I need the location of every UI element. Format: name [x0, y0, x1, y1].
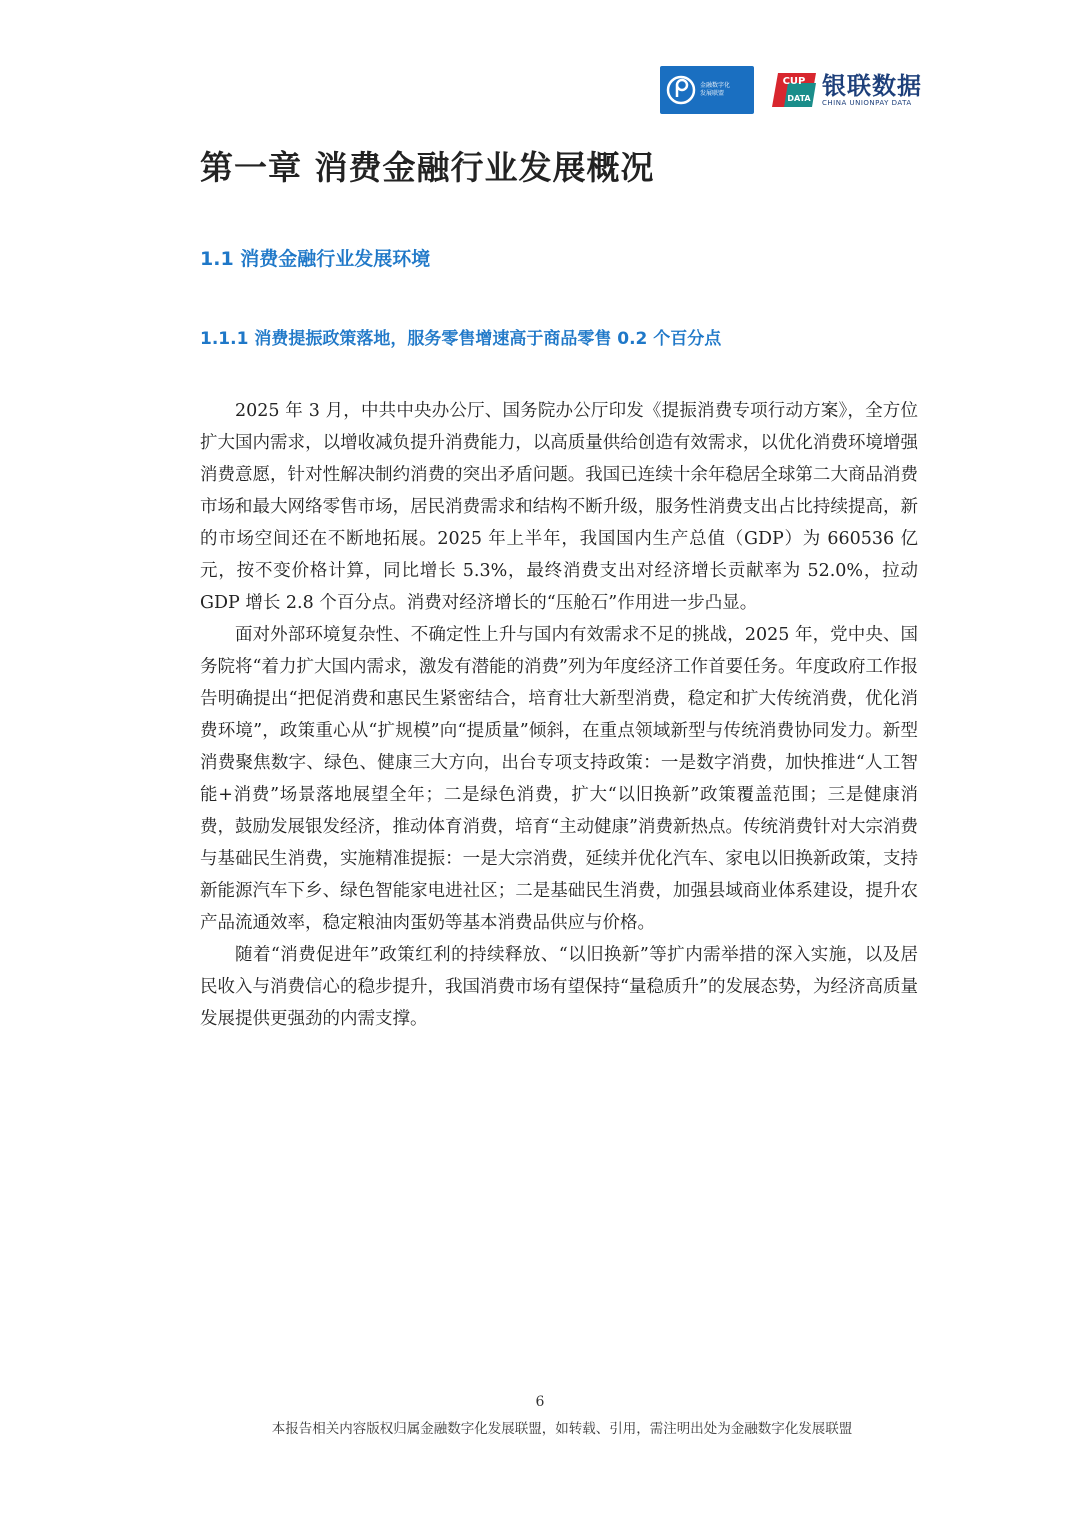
- cup-badge-bottom-text: DATA: [787, 94, 811, 103]
- unionpay-data-name-cn: 银联数据: [822, 71, 922, 100]
- alliance-logo-line2: 发展联盟: [700, 90, 725, 97]
- cup-data-badge-icon: [772, 71, 818, 109]
- page-number: 6: [535, 1394, 545, 1410]
- paragraph: 随着“消费促进年”政策红利的持续释放、“以旧换新”等扩内需举措的深入实施，以及居民收入与消费信心的稳步提升，我国消费市场有望保持“量稳质升”的发展态势，为经济高质量发展提供更强劲的内需支撑。: [200, 945, 918, 1029]
- fintech-alliance-logo: [660, 66, 754, 114]
- section-title: 1.1 消费金融行业发展环境: [200, 248, 431, 270]
- cup-badge-top-text: CUP: [782, 76, 806, 87]
- unionpay-data-logo: [772, 71, 922, 109]
- subsection-title: 1.1.1 消费提振政策落地，服务零售增速高于商品零售 0.2 个百分点: [200, 329, 722, 349]
- alliance-logo-text: [700, 82, 730, 98]
- paragraph: 面对外部环境复杂性、不确定性上升与国内有效需求不足的挑战，2025 年，党中央、国务院将“着力扩大国内需求，激发有潜能的消费”列为年度经济工作首要任务。年度政府工作报告明确提出“把促消费和惠民生紧密结合，培育壮大新型消费，稳定和扩大传统消费，优化消费环境”，政策重心从“扩规模”向“提质量”倾斜，在重点领域新型与传统消费协同发力。新型消费聚焦数字、绿色、健康三大方向，出台专项支持政策：一是数字消费，加快推进“人工智能+消费”场景落地展望全年；二是绿色消费，扩大“以旧换新”政策覆盖范围；三是健康消费，鼓励发展银发经济，推动体育消费，培育“主动健康”消费新热点。传统消费针对大宗消费与基础民生消费，实施精准提振：一是大宗消费，延续并优化汽车、家电以旧换新政策，支持新能源汽车下乡、绿色智能家电进社区；二是基础民生消费，加强县域商业体系建设，提升农产品流通效率，稳定粮油肉蛋奶等基本消费品供应与价格。: [200, 625, 918, 933]
- copyright-note: 本报告相关内容版权归属金融数字化发展联盟，如转载、引用，需注明出处为金融数字化发展联盟: [271, 1421, 853, 1437]
- header-logos: [660, 66, 922, 114]
- alliance-mark-icon: [666, 75, 696, 105]
- unionpay-data-name-en: CHINA UNIONPAY DATA: [822, 98, 912, 107]
- body-text: [200, 395, 918, 1035]
- paragraph: 2025 年 3 月，中共中央办公厅、国务院办公厅印发《提振消费专项行动方案》，全方位扩大国内需求，以增收减负提升消费能力，以高质量供给创造有效需求，以优化消费环境增强消费意愿，针对性解决制约消费的突出矛盾问题。我国已连续十余年稳居全球第二大商品消费市场和最大网络零售市场，居民消费需求和结构不断升级，服务性消费支出占比持续提高，新的市场空间还在不断地拓展。2025 年上半年，我国国内生产总值（GDP）为 660536 亿元，按不变价格计算，同比增长 5.3%，最终消费支出对经济增长贡献率为 52.0%，拉动 GDP 增长 2.8 个百分点。消费对经济增长的“压舱石”作用进一步凸显。: [200, 401, 918, 613]
- alliance-logo-line1: 金融数字化: [700, 82, 731, 89]
- chapter-title: 第一章 消费金融行业发展概况: [200, 148, 655, 187]
